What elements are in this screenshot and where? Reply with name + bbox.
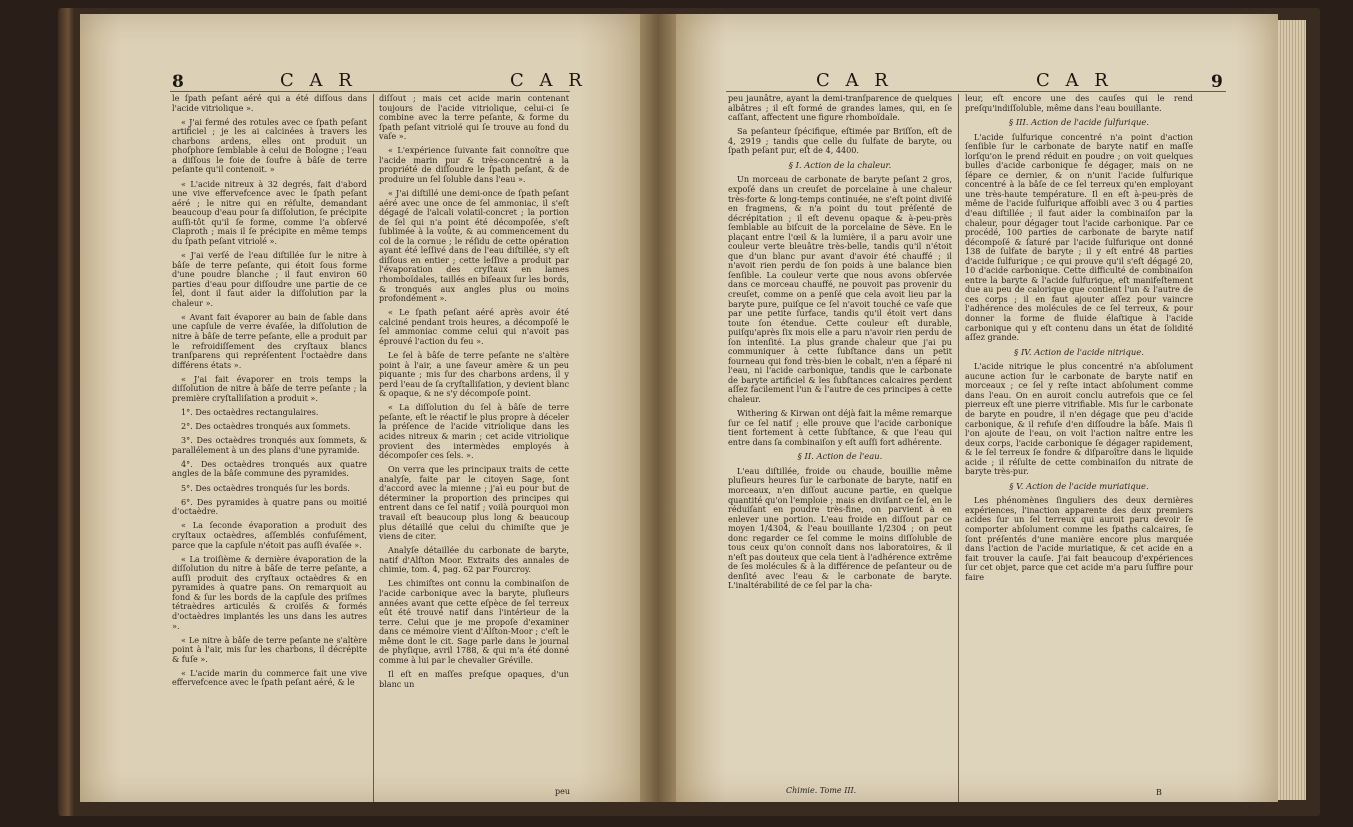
text-column-left	[728, 94, 952, 596]
running-head: C A R	[1036, 70, 1113, 91]
section-heading: § II. Action de l'eau.	[797, 451, 883, 462]
paragraph: 5°. Des octaèdres tronqués ſur les bords.	[181, 482, 350, 493]
paragraph: 2°. Des octaèdres tronqués aux ſommets.	[181, 421, 351, 432]
paragraph: Il eſt en maſſes preſque opaques, d'un blanc un	[379, 668, 569, 689]
paragraph: « Le nitre à bâſe de terre peſante ne s'altère point à l'air, mis ſur les charbons, il décrépite & fuſe ».	[172, 634, 367, 664]
paragraph: « Avant fait évaporer au bain de ſable dans une capſule de verre évaſée, la diſſolution de nitre à bâſe de terre peſante, elle a produit par le refroidiſſement des cryſtaux blancs tranſparens qui repréſentent l'octaèdre dans différens états ».	[172, 311, 367, 370]
page-number: 8	[172, 72, 184, 92]
paragraph: « L'acide marin du commerce fait une vive effervefcence avec le ſpath peſant aéré, & le	[172, 667, 367, 688]
paragraph: Les phénomènes ſinguliers des deux dernières expériences, l'inaction apparente des deux premiers acides ſur un ſel terreux qui auroit paru devoir ſe comporter abſolument comme les ſpaths calcaires, ſe ſont préſentés d'une manière encore plus marquée dans l'action de l'acide muriatique, & cet acide en a fait trouver la cauſe. J'ai fait beaucoup d'expériences ſur cet objet, parce que cet acide m'a paru ſuffire pour faire	[965, 495, 1193, 582]
paragraph: « La troiſième & dernière évaporation de la diſſolution du nitre à bâſe de terre peſante, a auſſi produit des cryſtaux octaèdres & en pyramides à quatre pans. On remarquoit au fond & ſur les bords de la capſule des priſmes tétraèdres articulés & croiſés & formés d'octaèdres implantés les uns dans les autres ».	[172, 553, 367, 631]
book-gutter	[640, 14, 676, 802]
paragraph: le ſpath peſant aéré qui a été diſſous dans l'acide vitriolique ».	[172, 93, 367, 113]
footer-volume: Chimie. Tome III.	[786, 786, 857, 795]
paragraph: Le ſel à bâſe de terre peſante ne s'altère point à l'air, a une ſaveur amère & un peu piquante ; mis ſur des charbons ardens, il y perd l'eau de ſa cryſtalliſation, y devient blanc & opaque, & ne s'y décompoſe point.	[379, 350, 569, 399]
column-rule	[373, 94, 374, 802]
paragraph: « J'ai diſtillé une demi-once de ſpath peſant aéré avec une once de ſel ammoniac, il s'eſt dégagé de l'alcali volatil-concret ; la portion de ſel qui n'a point été décompoſée, s'eſt ſublimée à la voûte, & au commencement du col de la cornue ; le réſidu de cette opération ayant été leſſivé dans de l'eau diſtillée, s'y eſt diſſous en entier ; cette leſſive a produit par l'évaporation des cryſtaux en lames rhomboïdales, taillés en biſeaux ſur les bords, & tronqués aux angles plus ou moins profondément ».	[379, 188, 569, 304]
page-edges	[1278, 20, 1306, 800]
text-column-right	[965, 94, 1193, 587]
signature-mark: B	[1156, 788, 1162, 797]
section-heading: § IV. Action de l'acide nitrique.	[1014, 346, 1144, 357]
paragraph: 4°. Des octaèdres tronqués aux quatre angles de la bâſe commune des pyramides.	[172, 458, 367, 479]
paragraph: peu jaunâtre, ayant la demi-tranſparence de quelques albâtres ; il eſt formé de grandes lames, qui, en ſe caſſant, affectent une figure rhomboïdale.	[728, 93, 952, 123]
header-rule	[170, 91, 570, 92]
section-heading: § III. Action de l'acide ſulfurique.	[1008, 117, 1149, 128]
right-page	[676, 14, 1278, 802]
paragraph: leur, eſt encore une des cauſes qui le rend preſqu'indiſſoluble, même dans l'eau bouillante.	[965, 93, 1193, 113]
paragraph: « J'ai fait évaporer en trois temps la diſſolution de nitre à bâſe de terre peſante ; la première cryſtalliſation a produit ».	[172, 373, 367, 403]
paragraph: 3°. Des octaèdres tronqués aux ſommets, & parallélement à un des plans d'une pyramide.	[172, 435, 367, 455]
paragraph: « La ſeconde évaporation a produit des cryſtaux octaèdres, aſſemblés confuſément, parce que la capſule n'étoit pas auſſi évaſée ».	[172, 520, 367, 550]
paragraph: « J'ai fermé des rotules avec ce ſpath peſant artificiel ; je les ai calcinées à travers les charbons ardens, elles ont produit un phoſphore ſemblable à celui de Bologne ; l'eau a diſſous le foie de ſoufre à bâſe de terre peſante qu'il contenoit. »	[172, 116, 367, 175]
paragraph: Analyſe détaillée du carbonate de baryte, natif d'Alſton Moor. Extraits des annales de chimie, tom. 4, pag. 62 par Fourcroy.	[379, 545, 569, 575]
paragraph: « La diſſolution du ſel à bâſe de terre peſante, eſt le réactif le plus propre à déceler la préſence de l'acide vitriolique dans les acides nitreux & marin ; cet acide vitriolique provient des intermèdes employés à décompoſer ces ſels. ».	[379, 402, 569, 461]
paragraph: « Le ſpath peſant aéré après avoir été calciné pendant trois heures, a décompoſé le ſel ammoniac comme celui qui n'avoit pas éprouvé l'action du feu ».	[379, 307, 569, 346]
left-page	[80, 14, 640, 802]
section-heading: § I. Action de la chaleur.	[788, 159, 892, 170]
paragraph: « L'acide nitreux à 32 degrés, fait d'abord une vive effervefcence avec le ſpath peſant aéré ; le nitre qui en réſulte, demandant beaucoup d'eau pour ſa diſſolution, ſe précipite auſſi-tôt qu'il ſe forme, comme l'a obſervé Claproth ; mais il ſe précipite en même temps du ſpath peſant vitriolé ».	[172, 178, 367, 246]
paragraph: L'eau diſtillée, froide ou chaude, bouillie même pluſieurs heures ſur le carbonate de baryte, natif en morceaux, n'en diſſout aucune partie, en quelque quantité qu'on l'emploie ; mais en diviſant ce ſel, en le réduiſant en poudre très-fine, on parvient à en enlever une portion. L'eau froide en diſſout par ce moyen 1/4304, & l'eau bouillante 1/2304 ; on peut donc regarder ce ſel comme le moins diſſoluble de tous ceux qu'on connoît dans nos laboratoires, & il n'eſt pas douteux que cela tient à l'adhérence extrême de ſes molécules & à la différence de peſanteur ou de denſité avec l'eau & le carbonate de baryte. L'inaltérabilité de ce ſel par la cha-	[728, 465, 952, 591]
running-head: C A R	[280, 70, 357, 91]
paragraph: 1°. Des octaèdres rectangulaires.	[181, 406, 319, 417]
running-head: C A R	[816, 70, 893, 91]
paragraph: « J'ai verſé de l'eau diſtillée ſur le nitre à bâſe de terre peſante, qui étoit ſous forme d'une poudre blanche ; il faut environ 60 parties d'eau pour diſſoudre une partie de ce ſel, dont il faut aider la diſſolution par la chaleur ».	[172, 249, 367, 308]
section-heading: § V. Action de l'acide muriatique.	[1009, 480, 1149, 491]
text-column-right	[379, 94, 569, 694]
text-column-left	[172, 94, 367, 693]
paragraph: L'acide ſulfurique concentré n'a point d'action ſenſible ſur le carbonate de baryte natif en maſſe lorſqu'on le prend réduit en poudre ; on voit quelques bulles d'acide carbonique ſe dégager, mais on ne ſépare ce dernier, & on n'unit l'acide ſulfurique concentré à la bâſe de ce ſel terreux qu'en employant une très-haute température. Il en eſt à-peu-près de même de l'acide ſulfurique affoibli avec 3 ou 4 parties d'eau diſtillée ; il faut aider la combinaiſon par la chaleur, pour dégager tout l'acide carbonique. Par ce procédé, 100 parties de carbonate de baryte natif décompoſé & ſaturé par l'acide ſulfurique ont donné 138 de ſulfate de baryte ; il y eſt entré 48 parties d'acide ſulfurique ; ce qui prouve qu'il s'eſt dégagé 20, 10 d'acide carbonique. Cette difficulté de combinaiſon entre la baryte & l'acide ſulfurique, eſt manifeſtement due au peu de calorique que contient l'un & l'autre de ces corps ; il en faut ajouter aſſez pour vaincre l'adhérence des molécules de ce ſel terreux, & pour donner la forme de fluide élaſtique à l'acide carbonique qui y eſt contenu dans un état de ſolidité aſſez grande.	[965, 131, 1193, 343]
paragraph: Withering & Kirwan ont déjà fait la même remarque ſur ce ſel natif ; elle prouve que l'acide carbonique tient fortement à cette ſubſtance, & que l'eau qui entre dans ſa combinaiſon y eſt auſſi fort adhérente.	[728, 408, 952, 447]
page-number: 9	[1211, 72, 1223, 92]
paragraph: « L'expérience ſuivante fait connoître que l'acide marin pur & très-concentré a la propriété de diſſoudre le ſpath peſant, & de produire un ſel ſoluble dans l'eau ».	[379, 145, 569, 184]
paragraph: Sa peſanteur ſpécifique, eſtimée par Briſſon, eſt de 4, 2919 ; tandis que celle du ſulfate de baryte, ou ſpath peſant pur, eſt de 4, 4400.	[728, 126, 952, 156]
paragraph: 6°. Des pyramides à quatre pans ou moitié d'octaèdre.	[172, 496, 367, 517]
running-head: C A R	[510, 70, 587, 91]
header-rule	[726, 91, 1226, 92]
catchword: peu	[555, 787, 571, 796]
paragraph: On verra que les principaux traits de cette analyſe, faite par le citoyen Sage, ſont d'accord avec la mienne ; j'ai eu pour but de déterminer la proportion des principes qui entrent dans ce ſel natif ; voilà pourquoi mon travail eſt beaucoup plus long & beaucoup plus détaillé que celui du chimiſte que je viens de citer.	[379, 464, 569, 542]
paragraph: diſſout ; mais cet acide marin contenant toujours de l'acide vitriolique, celui-ci ſe combine avec la terre peſante, & forme du ſpath peſant vitriolé qui ſe trouve au fond du vaſe ».	[379, 93, 569, 142]
column-rule	[958, 94, 959, 802]
paragraph: L'acide nitrique le plus concentré n'a abſolument aucune action ſur le carbonate de baryte natif en morceaux ; ce ſel y reſte intact abſolument comme dans l'eau. On en auroit conclu autrefois que ce ſel pierreux eſt une pierre vitrifiable. Mis ſur le carbonate de baryte en poudre, il n'en dégage que peu d'acide carbonique, & il refuſe d'en diſſoudre la bâſe. Mais ſi l'on ajoute de l'eau, on voit l'action naître entre les deux corps, l'acide carbonique ſe dégager rapidement, & le ſel terreux ſe fondre & diſparoître dans le liquide acide ; il réſulte de cette combinaiſon du nitrate de baryte très-pur.	[965, 361, 1193, 477]
paragraph: Un morceau de carbonate de baryte peſant 2 gros, expoſé dans un creuſet de porcelaine à une chaleur très-forte & long-temps continuée, ne s'eſt point diviſé en fragmens, & n'a point du tout préſenté de décrépitation ; il eſt devenu opaque & à-peu-près ſemblable au biſcuit de la porcelaine de Sève. En le plaçant entre l'œil & la lumière, il a paru avoir une couleur verte bleuâtre très-belle, tandis qu'il n'étoit que d'un blanc pur avant d'avoir été chauffé ; il n'avoit rien perdu de ſon poids à une balance bien ſenſible. La couleur verte que nous avons obſervée dans ce morceau chauffé, ne pouvoit pas provenir du creuſet, comme on a penſé que cela avoit lieu par la baryte pure, puiſque ce ſel n'avoit touché ce vaſe que par une petite ſurface, tandis qu'il étoit vert dans toute ſon étendue. Cette couleur eſt durable, puiſqu'après ſix mois elle a paru n'avoir rien perdu de ſon intenſité. La plus grande chaleur que j'ai pu communiquer à cette ſubſtance dans un petit fourneau qui fond très-bien le cobalt, n'en a ſéparé ni l'eau, ni l'acide carbonique, tandis que le carbonate de baryte artificiel & les ſubſtances calcaires perdent aſſez facilement l'un & l'autre de ces principes à cette chaleur.	[728, 174, 952, 404]
paragraph: Les chimiſtes ont connu la combinaiſon de l'acide carbonique avec la baryte, pluſieurs années avant que cette eſpèce de ſel terreux eût été trouvé natif dans l'intérieur de la terre. Celui que je me propoſe d'examiner dans ce mémoire vient d'Alſton-Moor ; c'eſt le même dont le cit. Sage parle dans le journal de phyſique, avril 1788, & qui m'a été donné comme à lui par le chevalier Gréville.	[379, 578, 569, 665]
